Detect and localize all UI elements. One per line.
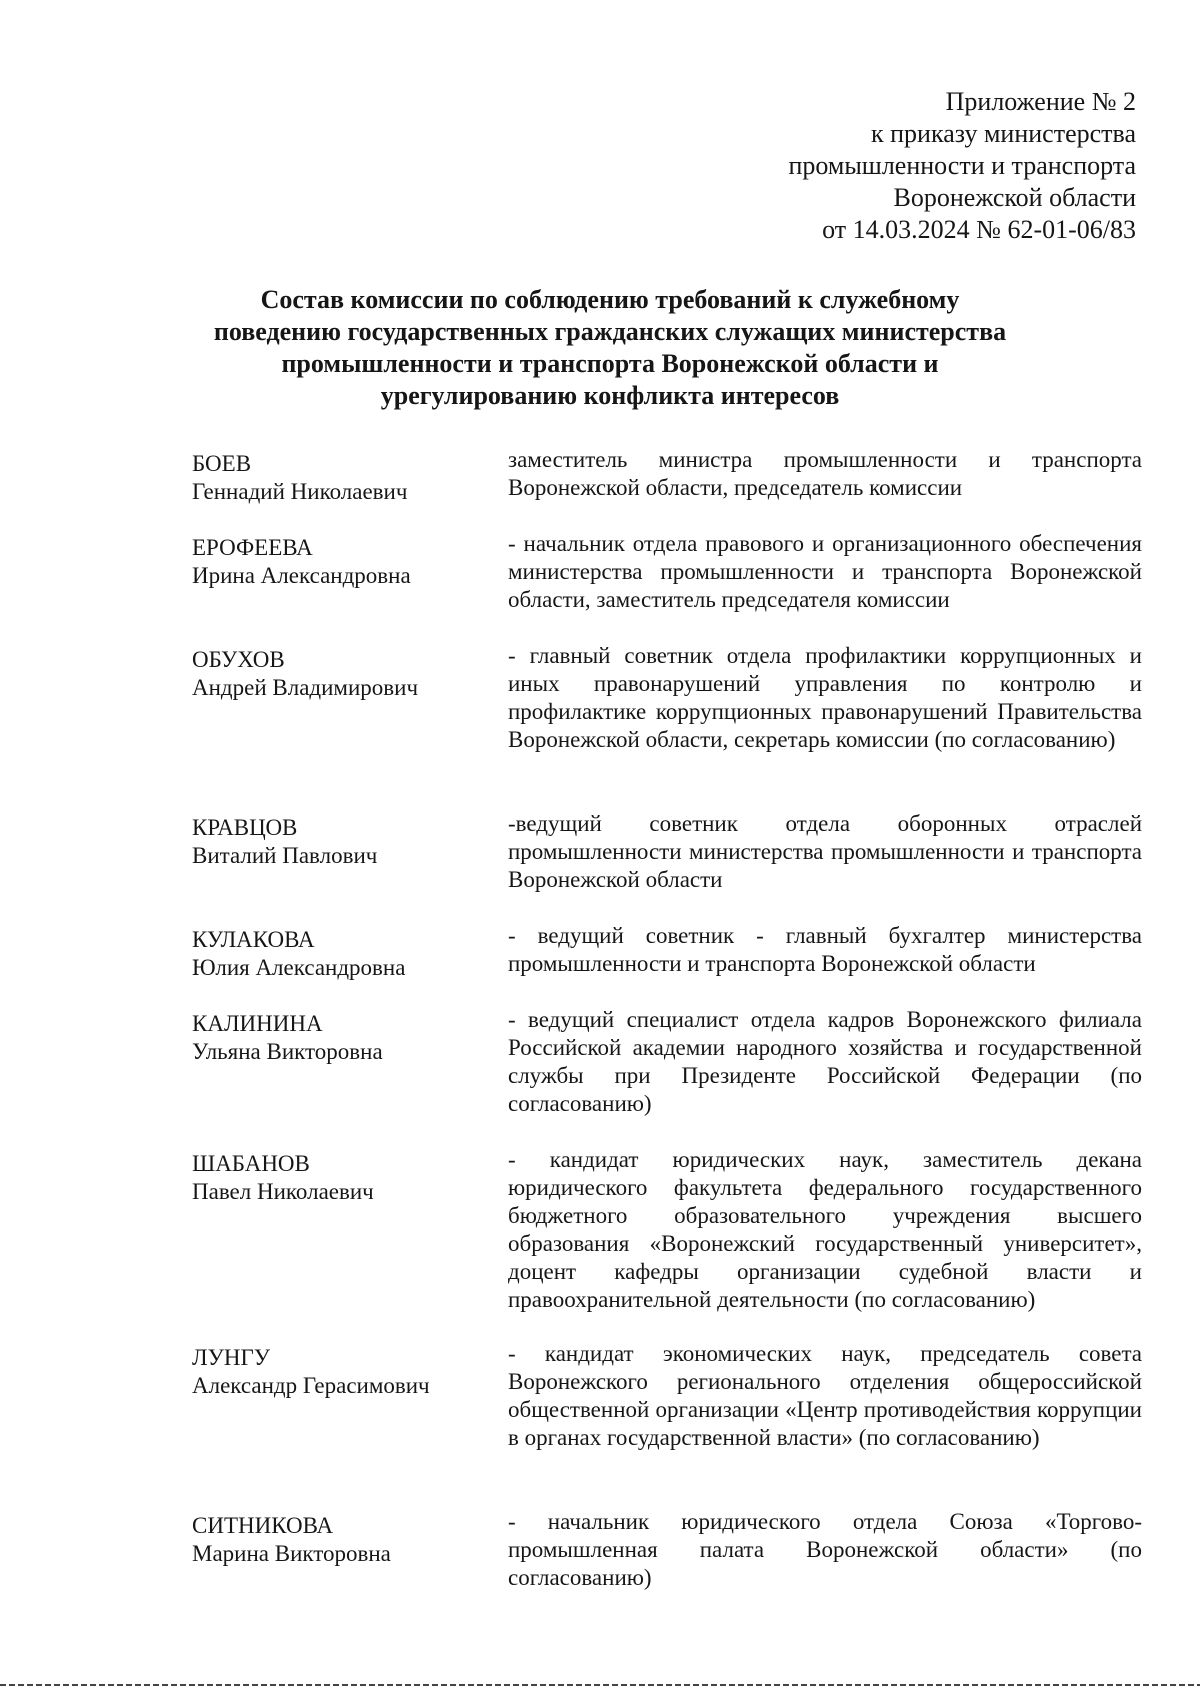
member-surname: КУЛАКОВА bbox=[192, 927, 315, 952]
member-role: - ведущий советник - главный бухгалтер министерства промышленности и транспорта Воронежской области bbox=[508, 923, 1142, 976]
document-title bbox=[150, 284, 1070, 412]
member-name bbox=[192, 450, 492, 506]
title-line: поведению государственных гражданских служащих министерства bbox=[213, 317, 1007, 346]
member-name bbox=[192, 926, 492, 982]
member-surname: ЕРОФЕЕВА bbox=[192, 535, 313, 560]
member-surname: ЛУНГУ bbox=[192, 1345, 271, 1370]
member-name bbox=[192, 1150, 492, 1206]
member-role: - начальник юридического отдела Союза «Торгово-промышленная палата Воронежской области» (по согласованию) bbox=[508, 1509, 1142, 1590]
appendix-number: Приложение № 2 bbox=[945, 87, 1136, 116]
member-role: - начальник отдела правового и организационного обеспечения министерства промышленности и транспорта Воронежской области, заместитель председателя комиссии bbox=[508, 531, 1142, 612]
appendix-ministry: промышленности и транспорта bbox=[788, 151, 1136, 180]
member-role: - ведущий специалист отдела кадров Воронежского филиала Российской академии народного хозяйства и государственной службы при Президенте Российской Федерации (по согласованию) bbox=[508, 1007, 1142, 1116]
appendix-region: Воронежской области bbox=[893, 183, 1136, 212]
member-surname: ОБУХОВ bbox=[192, 647, 285, 672]
title-line: Состав комиссии по соблюдению требований к служебному bbox=[260, 285, 960, 314]
member-given-names: Виталий Павлович bbox=[192, 843, 378, 868]
member-given-names: Павел Николаевич bbox=[192, 1179, 374, 1204]
member-role: -ведущий советник отдела оборонных отраслей промышленности министерства промышленности и транспорта Воронежской области bbox=[508, 811, 1142, 892]
member-role: - кандидат экономических наук, председатель совета Воронежского регионального отделения общероссийской общественной организации «Центр противодействия коррупции в органах государственной власти» (по согласованию) bbox=[508, 1341, 1142, 1450]
member-surname: КАЛИНИНА bbox=[192, 1011, 323, 1036]
member-name bbox=[192, 1344, 492, 1400]
member-role: - главный советник отдела профилактики коррупционных и иных правонарушений управления по контролю и профилактике коррупционных правонарушений Правительства Воронежской области, секретарь комиссии (по согласованию) bbox=[508, 643, 1142, 752]
member-name bbox=[192, 534, 492, 590]
member-name bbox=[192, 1010, 492, 1066]
member-name bbox=[192, 646, 492, 702]
member-role: заместитель министра промышленности и транспорта Воронежской области, председатель комиссии bbox=[508, 447, 1142, 500]
member-given-names: Андрей Владимирович bbox=[192, 675, 419, 700]
appendix-date-number: от 14.03.2024 № 62-01-06/83 bbox=[822, 215, 1136, 244]
page-bottom-rule bbox=[0, 1684, 1200, 1686]
member-surname: ШАБАНОВ bbox=[192, 1151, 310, 1176]
member-name bbox=[192, 814, 492, 870]
title-line: урегулированию конфликта интересов bbox=[380, 381, 840, 410]
member-given-names: Ирина Александровна bbox=[192, 563, 411, 588]
member-surname: КРАВЦОВ bbox=[192, 815, 298, 840]
member-given-names: Геннадий Николаевич bbox=[192, 479, 408, 504]
member-given-names: Юлия Александровна bbox=[192, 955, 406, 980]
member-surname: СИТНИКОВА bbox=[192, 1513, 334, 1538]
title-line: промышленности и транспорта Воронежской области и bbox=[281, 349, 939, 378]
member-surname: БОЕВ bbox=[192, 451, 252, 476]
member-given-names: Александр Герасимович bbox=[192, 1373, 430, 1398]
appendix-header bbox=[576, 86, 1136, 246]
member-name bbox=[192, 1512, 492, 1568]
appendix-order-ref: к приказу министерства bbox=[871, 119, 1136, 148]
member-given-names: Марина Викторовна bbox=[192, 1541, 391, 1566]
member-role: - кандидат юридических наук, заместитель декана юридического факультета федерального государственного бюджетного образовательного учреждения высшего образования «Воронежский государственный университет», доцент кафедры организации судебной власти и правоохранительной деятельности (по согласованию) bbox=[508, 1147, 1142, 1312]
member-given-names: Ульяна Викторовна bbox=[192, 1039, 383, 1064]
